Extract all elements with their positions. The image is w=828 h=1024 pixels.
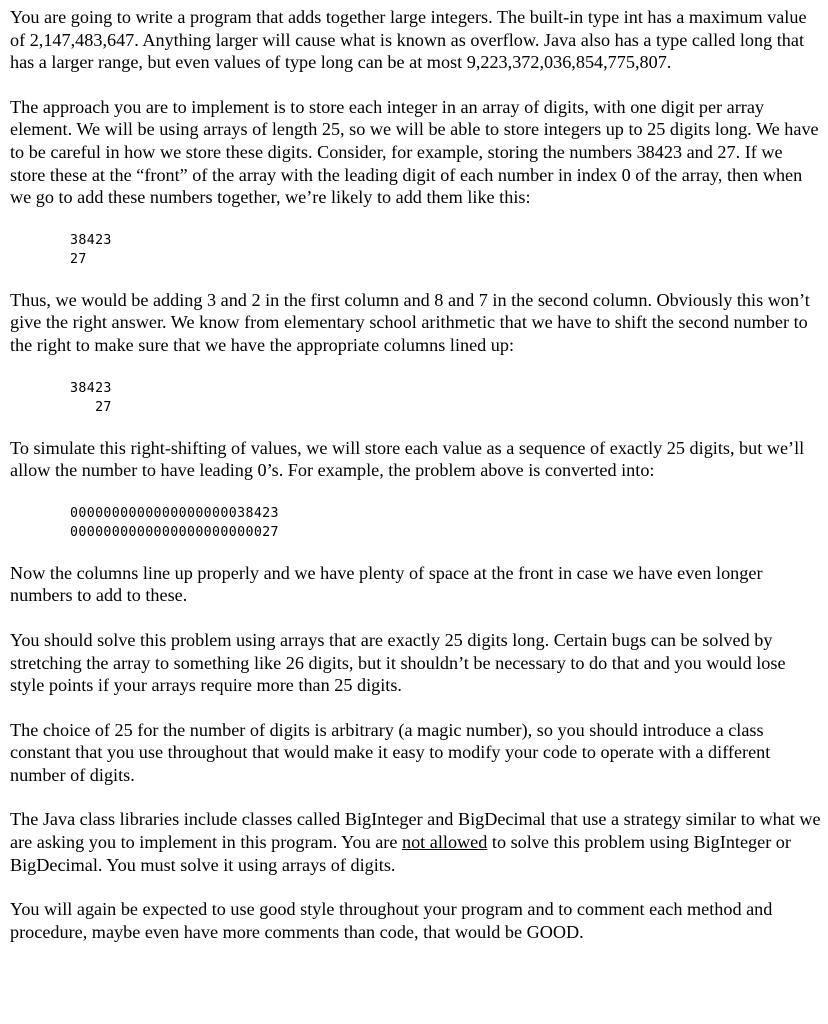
code-line: 0000000000000000000000027 xyxy=(70,524,279,540)
paragraph-biginteger xyxy=(10,808,822,876)
code-example-aligned xyxy=(70,379,822,417)
paragraph-columns: Thus, we would be adding 3 and 2 in the first column and 8 and 7 in the second column. Obviously this won’t give the right answer. We know from elementary school arithmetic that we have to shift the second number to the right to make sure that we have the appropriate columns lined up: xyxy=(10,289,810,355)
code-line: 27 xyxy=(70,399,112,415)
code-line: 38423 xyxy=(70,232,112,248)
not-allowed-emphasis: not allowed xyxy=(401,832,488,853)
assignment-document xyxy=(10,6,822,965)
code-example-padded xyxy=(70,504,822,542)
paragraph-approach: The approach you are to implement is to store each integer in an array of digits, with one digit per array element. We will be using arrays of length 25, so we will be able to store integers up to 25 digits long. We have to be careful in how we store these digits. Consider, for example, storing the numbers 38423 and 27. If we store these at the “front” of the array with the leading digit of each number in index 0 of the array, then when we go to add these numbers together, we’re likely to add them like this: xyxy=(10,96,819,208)
paragraph-style: You will again be expected to use good style throughout your program and to comment each method and procedure, maybe even have more comments than code, that would be GOOD. xyxy=(10,899,773,942)
code-line: 0000000000000000000038423 xyxy=(70,505,279,521)
paragraph-right-shift: To simulate this right-shifting of values, we will store each value as a sequence of exactly 25 digits, but we’ll allow the number to have leading 0’s. For example, the problem above is converted into: xyxy=(10,437,805,481)
code-line: 38423 xyxy=(70,380,112,396)
paragraph-class-constant: The choice of 25 for the number of digits is arbitrary (a magic number), so you should introduce a class constant that you use throughout that would make it easy to modify your code to operate with a different number of digits. xyxy=(10,719,771,785)
paragraph-array-length: You should solve this problem using arrays that are exactly 25 digits long. Certain bugs can be solved by stretching the array to something like 26 digits, but it shouldn’t be necessary to do that and you would lose style points if your arrays require more than 25 digits. xyxy=(10,629,786,696)
paragraph-columns-line-up: Now the columns line up properly and we have plenty of space at the front in case we have even longer numbers to add to these. xyxy=(10,562,763,606)
code-example-unaligned xyxy=(70,231,822,269)
code-line: 27 xyxy=(70,251,87,267)
paragraph-intro: You are going to write a program that adds together large integers. The built-in type int has a maximum value of 2,147,483,647. Anything larger will cause what is known as overflow. Java also has a type called long that has a larger range, but even values of type long can be at most 9,223,372,036,854,775,807. xyxy=(10,7,807,73)
biginteger-text-after: to solve this problem using BigInteger or BigDecimal. You must solve it using arrays of digits. xyxy=(10,832,791,875)
biginteger-text-before: The Java class libraries include classes called BigInteger and BigDecimal that use a strategy similar to what we are asking you to implement in this program. You are xyxy=(10,809,821,853)
